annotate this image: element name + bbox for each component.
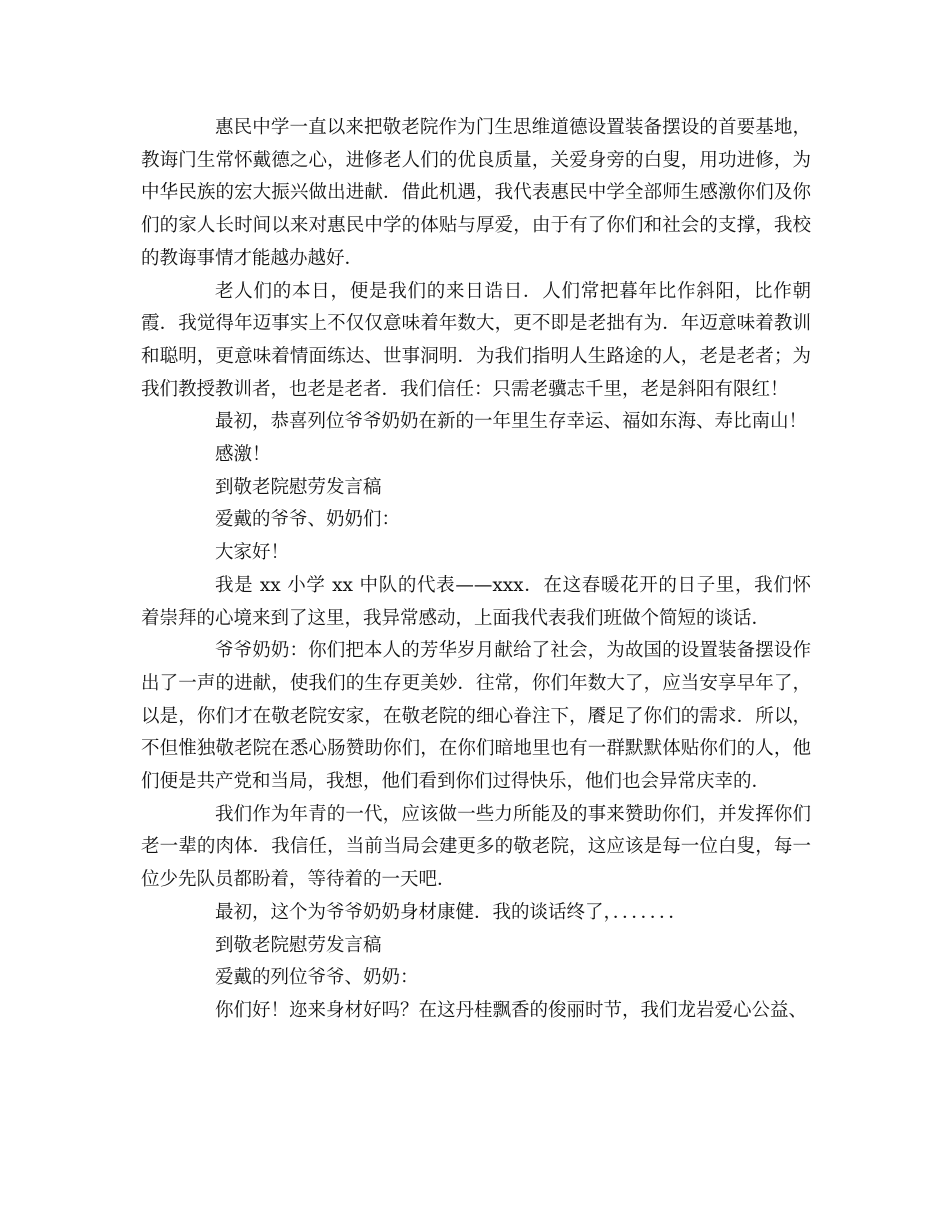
paragraph: 感激！	[215, 444, 271, 466]
paragraph: 你们好！迩来身材好吗？在这丹桂飘香的俊丽时节，我们龙岩爱心公益、	[215, 999, 808, 1021]
section-heading: 到敬老院慰劳发言稿	[215, 934, 382, 956]
paragraph: 我们作为年青的一代，应该做一些力所能及的事来赞助你们，并发挥你们老一辈的肉体．我信任，当前当局会建更多的敬老院，这应该是每一位白叟，每一位少先队员都盼着，等待着的一天吧．	[141, 803, 811, 891]
paragraph: 最初，恭喜列位爷爷奶奶在新的一年里生存幸运、福如东海、寿比南山！	[215, 411, 808, 433]
document-body	[141, 112, 811, 1028]
section-heading: 到敬老院慰劳发言稿	[215, 476, 382, 498]
paragraph: 老人们的本日，便是我们的来日诰日．人们常把暮年比作斜阳，比作朝霞．我觉得年迈事实上不仅仅意味着年数大，更不即是老拙有为．年迈意味着教训和聪明，更意味着情面练达、世事洞明．为我们指明人生路途的人，老是老者；为我们教授教训者，也老是老者．我们信任：只需老骥志千里，老是斜阳有限红！	[141, 280, 811, 400]
paragraph: 最初，这个为爷爷奶奶身材康健．我的谈话终了，．．．．．．．	[215, 901, 687, 923]
paragraph: 我是 xx 小学 xx 中队的代表——xxx．在这春暖花开的日子里，我们怀着崇拜的心境来到了这里，我异常感动，上面我代表我们班做个简短的谈话．	[141, 574, 811, 629]
salutation: 爱戴的爷爷、奶奶们：	[215, 509, 401, 531]
greeting: 大家好！	[215, 542, 290, 564]
paragraph: 惠民中学一直以来把敬老院作为门生思维道德设置装备摆设的首要基地，教诲门生常怀戴德之心，进修老人们的优良质量，关爱身旁的白叟，用功进修，为中华民族的宏大振兴做出进献．借此机遇，我代表惠民中学全部师生感激你们及你们的家人长时间以来对惠民中学的体贴与厚爱，由于有了你们和社会的支撑，我校的教诲事情才能越办越好．	[141, 117, 811, 269]
salutation: 爱戴的列位爷爷、奶奶：	[215, 967, 419, 989]
paragraph: 爷爷奶奶：你们把本人的芳华岁月献给了社会，为故国的设置装备摆设作出了一声的进献，使我们的生存更美妙．往常，你们年数大了，应当安享早年了，以是，你们才在敬老院安家，在敬老院的细心眷注下，餍足了你们的需求．所以，不但惟独敬老院在悉心肠赞助你们，在你们暗地里也有一群默默体贴你们的人，他们便是共产党和当局，我想，他们看到你们过得快乐，他们也会异常庆幸的．	[141, 640, 811, 793]
